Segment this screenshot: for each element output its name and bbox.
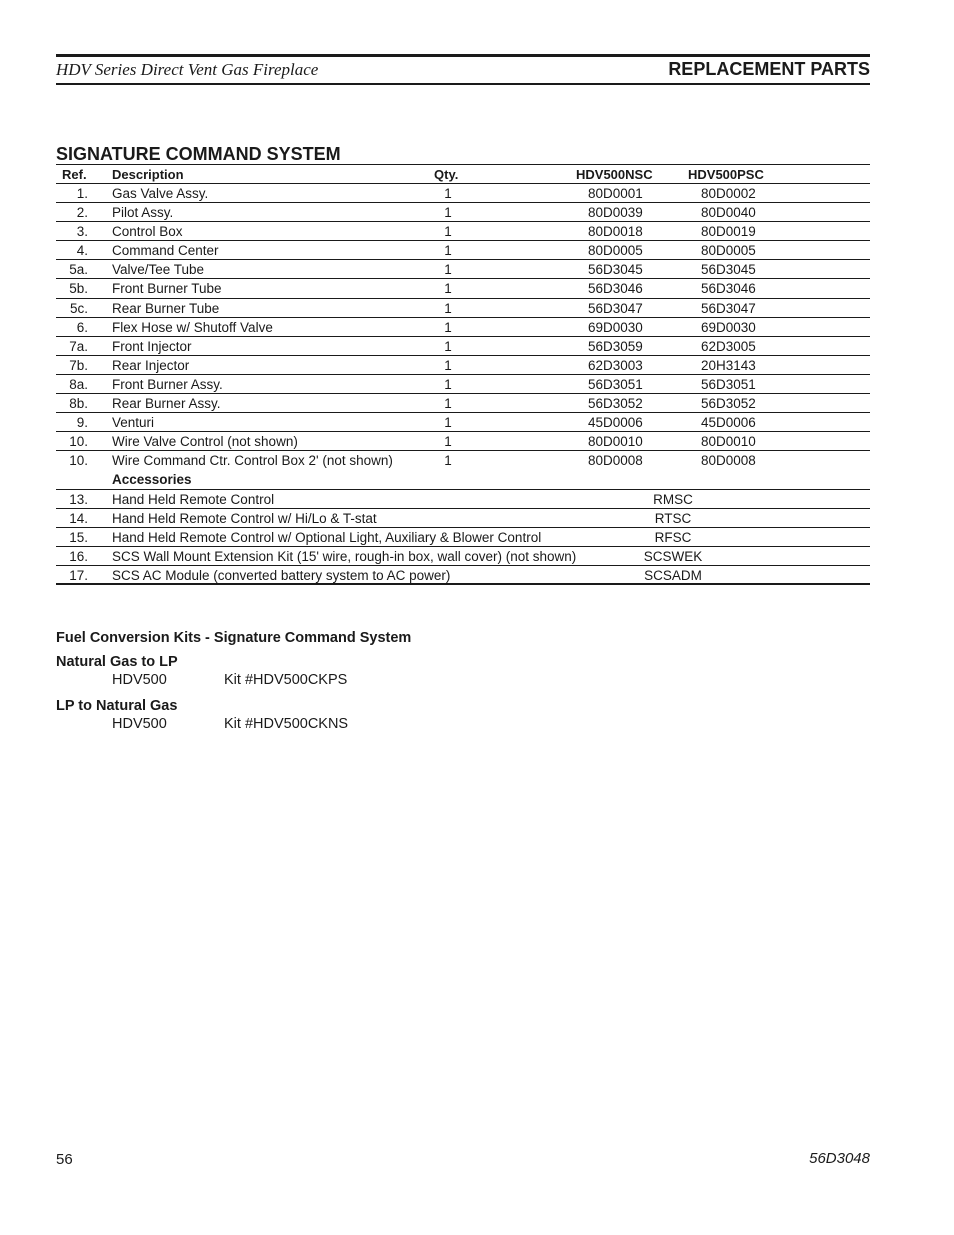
psc-part-cell: 45D0006 — [701, 415, 756, 431]
description-cell: Flex Hose w/ Shutoff Valve — [112, 319, 273, 335]
ref-cell: 10. — [69, 453, 88, 469]
table-row — [56, 375, 870, 394]
qty-cell: 1 — [444, 415, 452, 431]
accessory-part-cell: SCSWEK — [643, 548, 703, 564]
nsc-part-cell: 80D0008 — [588, 453, 643, 469]
qty-cell: 1 — [444, 453, 452, 469]
ref-cell: 14. — [69, 510, 88, 526]
description-cell: Rear Injector — [112, 357, 190, 373]
nsc-part-cell: 45D0006 — [588, 415, 643, 431]
qty-cell: 1 — [444, 357, 452, 373]
psc-part-cell: 80D0005 — [701, 243, 756, 259]
accessory-row — [56, 490, 870, 509]
ref-cell: 8a. — [69, 376, 88, 392]
table-row — [56, 299, 870, 318]
header-rule-bottom — [56, 83, 870, 85]
parts-table — [56, 164, 870, 585]
accessories-heading: Accessories — [112, 472, 192, 488]
psc-part-cell: 56D3047 — [701, 300, 756, 316]
accessory-row — [56, 528, 870, 547]
qty-cell: 1 — [444, 205, 452, 221]
table-row — [56, 413, 870, 432]
description-cell: Venturi — [112, 415, 155, 431]
table-row — [56, 394, 870, 413]
header-rule-top — [56, 54, 870, 57]
ref-cell: 4. — [76, 243, 88, 259]
psc-part-cell: 56D3045 — [701, 262, 756, 278]
psc-part-cell: 80D0019 — [701, 224, 756, 240]
description-cell: Front Burner Tube — [112, 281, 222, 297]
table-row — [56, 203, 870, 222]
qty-cell: 1 — [444, 376, 452, 392]
column-header-nsc: HDV500NSC — [576, 167, 653, 182]
description-cell: Control Box — [112, 224, 183, 240]
accessory-part-cell: RMSC — [653, 491, 693, 507]
nsc-part-cell: 56D3045 — [588, 262, 643, 278]
nsc-part-cell: 56D3052 — [588, 396, 643, 412]
psc-part-cell: 56D3052 — [701, 396, 756, 412]
description-cell: Front Burner Assy. — [112, 376, 223, 392]
kit-groups — [56, 654, 411, 734]
nsc-part-cell: 80D0018 — [588, 224, 643, 240]
nsc-part-cell: 69D0030 — [588, 319, 643, 335]
accessory-part-cell: SCSADM — [644, 567, 702, 583]
psc-part-cell: 56D3046 — [701, 281, 756, 297]
description-cell: Hand Held Remote Control w/ Optional Light, Auxiliary & Blower Control — [112, 529, 542, 545]
ref-cell: 5c. — [69, 300, 88, 316]
psc-part-cell: 20H3143 — [701, 357, 756, 373]
accessory-row — [56, 509, 870, 528]
psc-part-cell: 56D3051 — [701, 376, 756, 392]
table-row — [56, 241, 870, 260]
kit-number: Kit #HDV500CKPS — [224, 672, 348, 688]
document-title: HDV Series Direct Vent Gas Fireplace — [56, 60, 319, 79]
kit-group — [56, 654, 411, 690]
nsc-part-cell: 62D3003 — [588, 357, 643, 373]
ref-cell: 6. — [76, 319, 88, 335]
psc-part-cell: 80D0008 — [701, 453, 756, 469]
qty-cell: 1 — [444, 243, 452, 259]
nsc-part-cell: 80D0001 — [588, 186, 643, 201]
nsc-part-cell: 56D3059 — [588, 338, 643, 354]
ref-cell: 16. — [69, 548, 88, 564]
accessory-part-cell: RTSC — [654, 510, 692, 526]
nsc-part-cell: 56D3047 — [588, 300, 643, 316]
table-row — [56, 260, 870, 279]
description-cell: Command Center — [112, 243, 219, 259]
kit-label: LP to Natural Gas — [56, 698, 178, 714]
qty-cell: 1 — [444, 262, 452, 278]
table-row — [56, 337, 870, 356]
description-cell: Front Injector — [112, 338, 192, 354]
nsc-part-cell: 80D0039 — [588, 205, 643, 221]
psc-part-cell: 69D0030 — [701, 319, 756, 335]
column-header-psc: HDV500PSC — [688, 167, 764, 182]
document-number: 56D3048 — [809, 1150, 870, 1167]
ref-cell: 9. — [76, 415, 88, 431]
table-row — [56, 356, 870, 375]
table-row — [56, 184, 870, 203]
ref-cell: 17. — [69, 567, 88, 583]
column-header-description: Description — [112, 167, 184, 182]
nsc-part-cell: 80D0010 — [588, 434, 643, 450]
qty-cell: 1 — [444, 281, 452, 297]
kit-line — [56, 714, 411, 734]
nsc-part-cell: 80D0005 — [588, 243, 643, 259]
ref-cell: 10. — [69, 434, 88, 450]
psc-part-cell: 62D3005 — [701, 338, 756, 354]
ref-cell: 5b. — [69, 281, 88, 297]
psc-part-cell: 80D0040 — [701, 205, 756, 221]
description-cell: Hand Held Remote Control w/ Hi/Lo & T-stat — [112, 510, 377, 526]
ref-cell: 2. — [76, 205, 88, 221]
accessory-row — [56, 547, 870, 566]
description-cell: SCS AC Module (converted battery system to AC power) — [112, 567, 451, 583]
ref-cell: 3. — [76, 224, 88, 240]
accessories-heading-row — [56, 470, 870, 489]
ref-cell: 13. — [69, 491, 88, 507]
psc-part-cell: 80D0010 — [701, 434, 756, 450]
accessory-row — [56, 566, 870, 585]
ref-cell: 5a. — [69, 262, 88, 278]
table-header-row — [56, 164, 870, 184]
nsc-part-cell: 56D3046 — [588, 281, 643, 297]
table-row — [56, 318, 870, 337]
ref-cell: 1. — [76, 186, 88, 201]
ref-cell: 7a. — [69, 338, 88, 354]
qty-cell: 1 — [444, 300, 452, 316]
column-header-qty: Qty. — [434, 167, 459, 182]
description-cell: Valve/Tee Tube — [112, 262, 205, 278]
ref-cell: 7b. — [69, 357, 88, 373]
accessory-part-cell: RFSC — [654, 529, 692, 545]
section-heading: REPLACEMENT PARTS — [668, 59, 870, 79]
nsc-part-cell: 56D3051 — [588, 376, 643, 392]
qty-cell: 1 — [444, 224, 452, 240]
kit-line — [56, 670, 411, 690]
conversion-kits-title: Fuel Conversion Kits - Signature Command System — [56, 630, 412, 646]
description-cell: SCS Wall Mount Extension Kit (15' wire, rough-in box, wall cover) (not shown) — [112, 548, 577, 564]
table-row — [56, 222, 870, 241]
description-cell: Hand Held Remote Control — [112, 491, 275, 507]
kit-label: Natural Gas to LP — [56, 654, 178, 670]
kit-model: HDV500 — [112, 672, 167, 688]
kit-number: Kit #HDV500CKNS — [224, 716, 349, 732]
description-cell: Gas Valve Assy. — [112, 186, 209, 201]
description-cell: Wire Command Ctr. Control Box 2' (not shown) — [112, 453, 393, 469]
accessory-rows — [56, 490, 870, 585]
ref-cell: 15. — [69, 529, 88, 545]
qty-cell: 1 — [444, 396, 452, 412]
table-row — [56, 432, 870, 451]
description-cell: Rear Burner Assy. — [112, 396, 221, 412]
table-row — [56, 279, 870, 298]
qty-cell: 1 — [444, 319, 452, 335]
description-cell: Wire Valve Control (not shown) — [112, 434, 298, 450]
qty-cell: 1 — [444, 434, 452, 450]
description-cell: Pilot Assy. — [112, 205, 174, 221]
conversion-kits — [56, 630, 411, 734]
qty-cell: 1 — [444, 186, 452, 201]
ref-cell: 8b. — [69, 396, 88, 412]
kit-model: HDV500 — [112, 716, 167, 732]
table-row — [56, 451, 870, 470]
description-cell: Rear Burner Tube — [112, 300, 220, 316]
psc-part-cell: 80D0002 — [701, 186, 756, 201]
qty-cell: 1 — [444, 338, 452, 354]
parts-rows — [56, 184, 870, 470]
column-header-ref: Ref. — [62, 167, 87, 182]
page-number: 56 — [56, 1151, 73, 1168]
parts-section-title: SIGNATURE COMMAND SYSTEM — [56, 144, 341, 164]
kit-group — [56, 698, 411, 734]
